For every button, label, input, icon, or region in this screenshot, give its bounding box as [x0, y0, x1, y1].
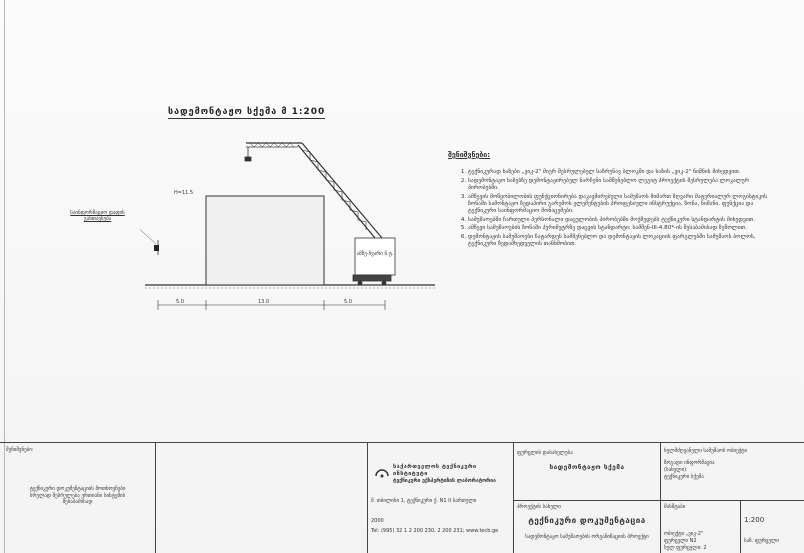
sign-plate — [154, 245, 159, 251]
scale-label: მასშტაბი — [664, 504, 686, 510]
right-line: ზოგადი ინფორმაცია — [664, 460, 715, 466]
height-label: H=11.5 — [174, 190, 194, 196]
building-block — [206, 196, 324, 285]
title-block — [0, 442, 804, 553]
sheet-name: სადემონტაჟო სქემა — [549, 463, 625, 471]
dimension-1: 5.0 — [176, 299, 184, 305]
note-item: 2. სადემონტაჟო ხაზებზე დემონტაჟირებულ ნარჩენი სამშენებლო ლეგიტ პროექტის შესრულება ლოკალურ პირობებში. — [468, 178, 778, 193]
notes-heading: შენიშვნები: — [448, 151, 491, 159]
right-line: (სახელი) — [664, 467, 687, 473]
scale-value: 1:200 — [744, 516, 765, 524]
tb-left-heading: შენიშვნები: — [6, 447, 34, 453]
org-subtitle: ტექნიკური ექსპერტიზის ლაბორატორია — [393, 478, 496, 484]
tb-divider — [155, 442, 156, 553]
code-right: საზ. ფურცელი — [744, 538, 779, 544]
org-address: მ. თბილისი 1, ტექნიკური ქ. N1 II სართული — [371, 498, 477, 504]
drawing-title: სადემონტაჟო სქემა მ 1:200 — [168, 107, 326, 117]
code-line: ფურცელი N2 — [664, 538, 697, 544]
org-phone: Tel: (995) 32 1 2 200 230, 2 200 231; www.tecb.ge — [371, 528, 499, 534]
note-item: 4. სამუშაოებში ჩართული პერსონალი დაცულობის პირობებში მოქმედებს ტექნიკური სტანდარტის მიხედვით. — [468, 217, 778, 224]
code-line: სულ ფურცელი: 2 — [664, 545, 707, 551]
tb-divider — [513, 442, 514, 553]
tb-divider — [367, 442, 368, 553]
sheet-name-label: ფურცლის დასახელება — [517, 450, 573, 456]
dimension-3: 5.0 — [344, 299, 352, 305]
note-item: 1. ტექნიკურად ხაზები „ვიკ-2" მიერ შესრულებულ საზრუნავ ბლოკში და ხაზის „ვიკ-2" ნიშნის მიხედვით. — [468, 169, 778, 176]
crane-label: ამწე-ჩვარი ჩ.ტ. — [356, 251, 394, 257]
project-subtitle: სადემონტაჟო სამუშაოების ორგანიზაციის პროექტი — [525, 534, 649, 540]
right-top-label: ხელმძღვანელი სამუშაოს ობიექტი — [664, 448, 748, 454]
tb-divider — [740, 500, 741, 553]
sign-label: საინფორმაციო დაფის განთავსება — [70, 210, 125, 222]
project-name: ტექნიკური დოკუმენტაცია — [528, 516, 646, 525]
note-item: 5. ამწევი სამუშაოების ზონაში პერიმეტრზე დაცვის სტანდარტი: სამშენ-III-4.80*-ის შესაბამისად ზეწოლით. — [468, 225, 778, 232]
demolition-scheme-drawing — [140, 130, 440, 315]
org-name: საქართველოს ტექნიკური ინსტიტუტი — [393, 464, 477, 477]
code-line: ობიექტი „ვიკ-2" — [664, 531, 704, 537]
tb-divider — [660, 442, 661, 553]
tb-left-body: ტექნიკური დოკუმენტაციის მოთხოვნები სრულად შესრულება ერთიანი სისტემის შესაბამისად — [29, 486, 126, 505]
notes-block — [448, 152, 778, 249]
sign-leader — [140, 225, 156, 244]
note-item: 6. დემონტაჟის სამუშაოები ჩატარდეს სამშენებლო და დემონტაჟის ლოკაციის ფარგლებში სამუშაოს ბოლოს, ტექნიკური ზედამხედველის თანხმობით. — [468, 234, 778, 249]
org-year: 2000 — [371, 518, 384, 524]
note-item: 3. ამწევის მოწყობილობის ფუნქციონირება დაკავშირებული სამუშაოს მიმართ ზღვარი მატერიალურ ლოგისტიკის ზონაში სამონტაჟო ზედაპირი გარემოს ელემენტების პროფესიული ინსტრუქცია, ზონა, ნიშანი, ფუნქცია და ტექნიკური საინფორმაციო მონაცემები. — [468, 194, 778, 216]
project-label: პროექტის სახელი — [517, 504, 561, 510]
dimension-2: 13.0 — [258, 299, 270, 305]
right-line: ტექნიკური სქემა — [664, 474, 704, 480]
organization-logo-icon — [374, 464, 390, 478]
tb-divider — [513, 500, 804, 501]
tb-top-border — [0, 442, 804, 443]
